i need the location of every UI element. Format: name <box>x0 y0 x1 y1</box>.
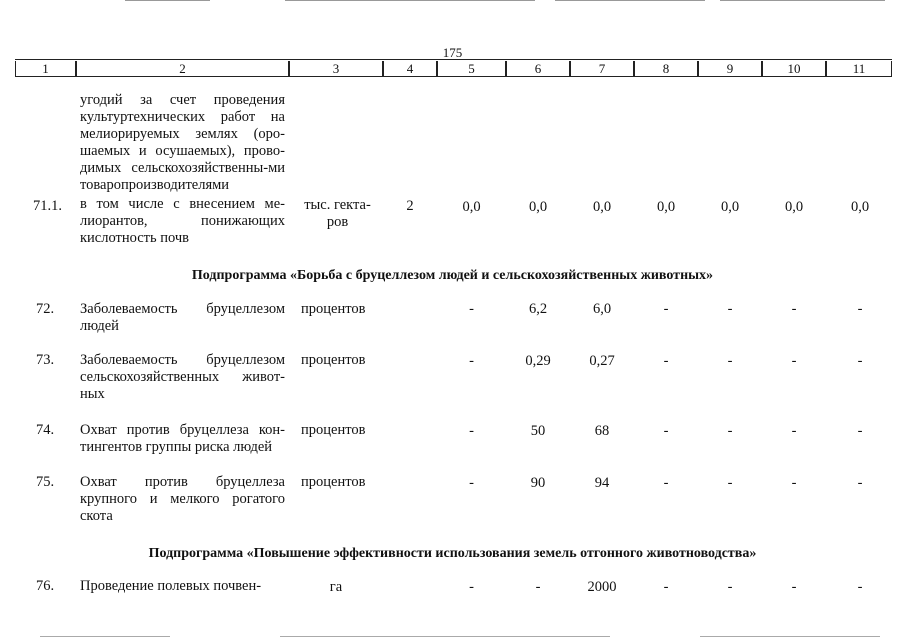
cell-col-10: - <box>791 301 797 317</box>
scan-artifact <box>700 636 880 637</box>
cell-col-11: 0,0 <box>850 199 870 215</box>
subprogram-heading: Подпрограмма «Борьба с бруцеллезом людей и сельскохозяйственных животных» <box>191 268 714 283</box>
cell-col-10: - <box>791 423 797 439</box>
row-unit: га <box>329 579 343 595</box>
cell-col-4: 2 <box>406 198 414 214</box>
row-unit: процентов <box>301 474 366 490</box>
header-col-11: 11 <box>826 61 892 76</box>
cell-col-8: 0,0 <box>656 199 676 215</box>
row-unit: процентов <box>301 301 366 317</box>
cell-col-5: - <box>469 423 474 439</box>
cell-col-11: - <box>857 423 863 439</box>
cell-col-7: 2000 <box>587 579 617 595</box>
header-bottom-rule <box>15 76 892 77</box>
header-col-7: 7 <box>570 61 634 76</box>
cell-col-10: 0,0 <box>784 199 804 215</box>
row-number: 76. <box>36 578 55 594</box>
cell-col-7: 6,0 <box>592 301 612 317</box>
row-unit: тыс. гекта-ров <box>304 197 371 230</box>
cell-col-11: - <box>857 353 863 369</box>
row-71-continuation: угодий за счет проведения культуртехнических работ на мелиорируемых землях (оро-шаемых и осушаемых), прово-димых сельскохозяйственны-ми товаропроизводителями <box>80 92 285 193</box>
cell-col-9: 0,0 <box>720 199 740 215</box>
cell-col-6: 90 <box>530 475 546 491</box>
cell-col-8: - <box>663 579 669 595</box>
header-col-1: 1 <box>15 61 76 76</box>
header-top-rule <box>15 59 892 60</box>
row-number: 75. <box>36 474 55 490</box>
row-number: 71.1. <box>33 198 62 214</box>
cell-col-10: - <box>791 579 797 595</box>
row-number: 73. <box>36 352 55 368</box>
header-col-9: 9 <box>698 61 762 76</box>
header-col-8: 8 <box>634 61 698 76</box>
scan-artifact <box>125 0 210 1</box>
cell-col-8: - <box>663 353 669 369</box>
row-name: Охват против бруцеллеза кон-тингентов группы риска людей <box>80 422 285 455</box>
cell-col-10: - <box>791 475 797 491</box>
row-name: Заболеваемость бруцеллезом людей <box>80 301 285 334</box>
cell-col-11: - <box>857 301 863 317</box>
cell-col-7: 94 <box>594 475 610 491</box>
cell-col-5: - <box>469 301 474 317</box>
cell-col-6: 0,29 <box>525 353 551 369</box>
row-name: Проведение полевых почвен- <box>80 578 262 594</box>
row-name: Охват против бруцеллеза крупного и мелкого рогатого скота <box>80 474 285 524</box>
scan-artifact <box>720 0 885 1</box>
row-number: 74. <box>36 422 55 438</box>
cell-col-6: - <box>535 579 541 595</box>
header-col-10: 10 <box>762 61 826 76</box>
cell-col-9: - <box>727 301 733 317</box>
cell-col-6: 6,2 <box>528 301 548 317</box>
scan-artifact <box>40 636 170 637</box>
cell-col-6: 50 <box>530 423 546 439</box>
cell-col-8: - <box>663 423 669 439</box>
header-col-3: 3 <box>289 61 383 76</box>
cell-col-7: 0,27 <box>589 353 615 369</box>
scan-artifact <box>280 636 610 637</box>
cell-col-9: - <box>727 353 733 369</box>
cell-col-11: - <box>857 579 863 595</box>
scan-artifact <box>285 0 535 1</box>
row-number: 72. <box>36 301 55 317</box>
cell-col-10: - <box>791 353 797 369</box>
cell-col-7: 68 <box>594 423 610 439</box>
cell-col-8: - <box>663 475 669 491</box>
cell-col-7: 0,0 <box>592 199 612 215</box>
header-col-6: 6 <box>506 61 570 76</box>
cell-col-5: - <box>469 475 474 491</box>
cell-col-9: - <box>727 579 733 595</box>
page-number: 175 <box>442 45 463 60</box>
cell-col-9: - <box>727 423 733 439</box>
cell-col-5: - <box>469 579 474 595</box>
row-unit: процентов <box>301 352 366 368</box>
cell-col-5: - <box>469 353 474 369</box>
header-col-4: 4 <box>383 61 437 76</box>
cell-col-5: 0,0 <box>462 199 481 215</box>
header-col-2: 2 <box>76 61 289 76</box>
row-unit: процентов <box>301 422 366 438</box>
scan-artifact <box>555 0 705 1</box>
cell-col-9: - <box>727 475 733 491</box>
row-name: Заболеваемость бруцеллезом сельскохозяйственных живот-ных <box>80 352 285 402</box>
header-col-5: 5 <box>437 61 506 76</box>
subprogram-heading: Подпрограмма «Повышение эффективности использования земель отгонного животноводства» <box>148 546 757 561</box>
cell-col-11: - <box>857 475 863 491</box>
cell-col-6: 0,0 <box>528 199 548 215</box>
cell-col-8: - <box>663 301 669 317</box>
row-name: в том числе с внесением ме-лиорантов, понижающих кислотность почв <box>80 196 285 246</box>
